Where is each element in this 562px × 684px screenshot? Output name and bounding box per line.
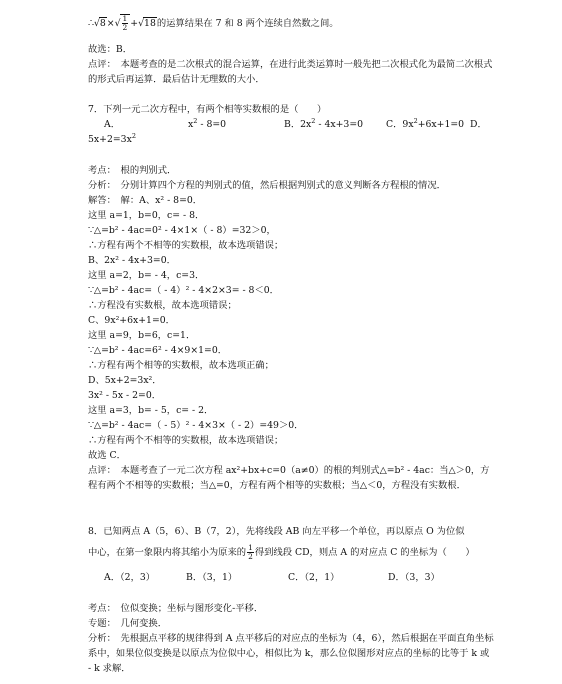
q7-option-a: A．	[104, 119, 121, 130]
q7-option-b: B．$2x^2 - 4x+3=0$	[284, 117, 364, 130]
q8-option-d: D．（3，3）	[388, 572, 440, 583]
q7-line: ∵△=b² - 4ac=（ - 4）² - 4×2×3= - 8＜0．	[88, 285, 279, 296]
q7-line: ∴方程没有实数根，故本选项错误；	[88, 300, 237, 311]
q7-line: 这里 a=3，b= - 5，c= - 2．	[88, 405, 214, 416]
q8-analysis: 分析： 先根据点平移的规律得到 A 点平移后的对应点的坐标为（4，6），然后根据在平面直角坐标系中，如果位似变换是以原点为位似中心，相似比为 k，那么位似图形对应点的坐标的比等于 k 或 - k 求解．	[88, 633, 494, 674]
q8-stem-line1: 8．已知两点 A（5，6）、B（7，2），先将线段 AB 向左平移一个单位，再以原点 O 为位似	[88, 526, 465, 537]
q7-solution-a: 解答： 解：A、x² - 8=0．	[88, 195, 203, 206]
q7-line: D、5x+2=3x²．	[88, 375, 162, 386]
q7-option-a-eq: $x^2 - 8=0$	[188, 117, 227, 130]
sqrt-18: √18	[138, 18, 156, 29]
q7-line: ∴方程有两个不相等的实数根，故本选项错误；	[88, 240, 284, 251]
sqrt-half: √ $\frac{1}{2}$	[115, 18, 131, 29]
q7-line: 3x² - 5x - 2=0．	[88, 390, 162, 401]
q8-zhuanti: 专题： 几何变换．	[88, 618, 168, 629]
q8-kaodian: 考点： 位似变换；坐标与图形变化-平移．	[88, 603, 264, 614]
intro-tail: 的运算结果在 7 和 8 两个连续自然数之间。	[156, 18, 339, 29]
q7-analysis: 分析： 分别计算四个方程的判别式的值，然后根据判别式的意义判断各方程根的情况．	[88, 180, 446, 191]
intro-line: ∴√8×√ $\frac{1}{2}$ +√18的运算结果在 7 和 8 两个连续自然数之间。	[88, 14, 339, 32]
q7-line: 这里 a=9，b=6，c=1．	[88, 330, 196, 341]
q8-option-c: C．（2，1）	[288, 572, 340, 583]
sqrt-8: √8	[93, 18, 106, 29]
q7-option-c: C．$9x^2+6x+1=0$	[386, 117, 465, 130]
q7-stem: 7．下列一元二次方程中，有两个相等实数根的是（ ）	[88, 104, 327, 115]
q8-option-a: A．（2，3）	[104, 572, 156, 583]
q7-line: ∵△=b² - 4ac=6² - 4×9×1=0．	[88, 345, 228, 356]
q7-option-d-eq: $5x+2=3x^2$	[88, 132, 136, 145]
q7-line: B、2x² - 4x+3=0．	[88, 255, 176, 266]
q7-line: 这里 a=1，b=0，c= - 8．	[88, 210, 205, 221]
q7-line: ∴方程有两个相等的实数根，故本选项正确；	[88, 360, 274, 371]
q7-line: C、9x²+6x+1=0．	[88, 315, 175, 326]
q7-kaodian: 考点： 根的判别式．	[88, 165, 177, 176]
fraction-one-half: $\frac{1}{2}$	[248, 543, 253, 561]
q8-stem-line2: 中心，在第一象限内将其缩小为原来的 $\frac{1}{2}$ 得到线段 CD，则点 A 的对应点 C 的坐标为（ ）	[88, 543, 475, 561]
therefore-symbol: ∴	[88, 18, 94, 29]
q7-line: ∵△=b² - 4ac=0² - 4×1×（ - 8）=32＞0，	[88, 225, 276, 236]
q7-answer: 故选 C．	[88, 450, 126, 461]
intro-comment: 点评： 本题考查的是二次根式的混合运算，在进行此类运算时一般先把二次根式化为最简二次根式的形式后再运算．最后估计无理数的大小．	[88, 59, 493, 85]
q7-line: ∵△=b² - 4ac=（ - 5）² - 4×3×（ - 2）=49＞0．	[88, 420, 304, 431]
q7-line: ∴方程有两个不相等的实数根，故本选项错误；	[88, 435, 284, 446]
intro-answer: 故选：B．	[88, 44, 133, 55]
q8-option-b: B．（3，1）	[186, 572, 238, 583]
q7-option-d: D．	[470, 119, 487, 130]
q7-line: 这里 a=2，b= - 4，c=3．	[88, 270, 205, 281]
q7-comment: 点评： 本题考查了一元二次方程 ax²+bx+c=0（a≠0）的根的判别式△=b² - 4ac：当△＞0，方程有两个不相等的实数根；当△=0，方程有两个相等的实数根；当△＜0，方程没有实数根．	[88, 465, 490, 491]
